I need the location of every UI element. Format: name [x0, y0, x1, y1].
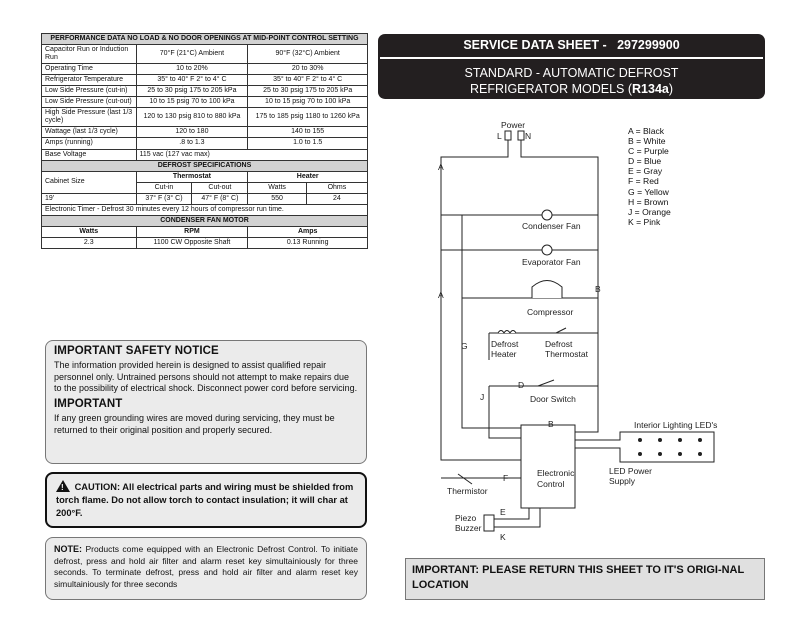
- cell-value: 47° F (8° C): [192, 193, 248, 204]
- row-label: Wattage (last 1/3 cycle): [42, 127, 137, 138]
- row-label: High Side Pressure (last 1/3 cycle): [42, 108, 137, 127]
- sheet-title: SERVICE DATA SHEET -: [463, 38, 607, 52]
- rpm-header: RPM: [136, 226, 248, 237]
- defrost-thermostat-symbol: [556, 328, 566, 333]
- row-label: Low Side Pressure (cut-in): [42, 86, 137, 97]
- cell-value: 120 to 130 psig 810 to 880 kPa: [136, 108, 248, 127]
- amps-header: Amps: [248, 226, 368, 237]
- legend-item: D = Blue: [628, 156, 662, 167]
- legend-item: A = Black: [628, 126, 665, 136]
- wire-g-label: G: [461, 341, 468, 351]
- piezo-buzzer-label: Piezo: [455, 513, 477, 523]
- table-row: [42, 75, 368, 86]
- cell-value: 10 to 15 psig 70 to 100 kPa: [136, 97, 248, 108]
- cell-value: 19': [42, 193, 137, 204]
- safety-notice: [45, 340, 367, 464]
- cell-value: 35° to 40° F 2° to 4° C: [136, 75, 248, 86]
- caution-text: CAUTION: All electrical parts and wiring must be shielded from torch flame. Do not allow torch to contact insulation; it will char at 200°F.: [56, 482, 354, 518]
- electronic-control-box: [521, 425, 575, 508]
- heater-header: Heater: [248, 171, 368, 182]
- branch-left-links: [441, 215, 462, 298]
- ambient-90-header: 90°F (32°C) Ambient: [248, 45, 368, 64]
- safety-text: The information provided herein is designed to assist qualified repair personnel only. Untrained persons should not attempt to make repairs due to the possibility of electrical shock. Disconnect power cord before servicing.: [54, 360, 358, 394]
- power-l-label: L: [497, 131, 502, 141]
- table-row: [42, 171, 368, 182]
- timer-note: Electronic Timer - Defrost 30 minutes every 12 hours of compressor run time.: [42, 204, 368, 215]
- table-row: [42, 64, 368, 75]
- thermostat-header: Thermostat: [136, 171, 248, 182]
- performance-title: PERFORMANCE DATA NO LOAD & NO DOOR OPENINGS AT MID-POINT CONTROL SETTING: [42, 34, 368, 45]
- watts-header: Watts: [248, 182, 307, 193]
- ambient-70-header: 70°F (21°C) Ambient: [136, 45, 248, 64]
- table-row: [42, 149, 368, 160]
- legend-item: J = Orange: [628, 206, 671, 217]
- cell-value: 175 to 185 psig 1180 to 1260 kPa: [248, 108, 368, 127]
- wire-a-label: A: [438, 290, 444, 300]
- row-label: Low Side Pressure (cut-out): [42, 97, 137, 108]
- wire-b-label: B: [548, 419, 554, 429]
- table-row: [42, 226, 368, 237]
- wire-b-label: B: [595, 284, 601, 294]
- thermistor-wiring: [441, 474, 521, 484]
- evaporator-fan-label: Evaporator Fan: [522, 257, 581, 267]
- refrigerant: R134a: [632, 81, 669, 96]
- legend-item: H = Brown: [628, 196, 669, 207]
- led-power-supply-label: LED Power: [609, 466, 652, 476]
- table-row: [42, 237, 368, 248]
- cell-value: 25 to 30 psig 175 to 205 kPa: [136, 86, 248, 97]
- power-leads: [508, 140, 521, 151]
- row-label: Capacitor Run or Induction Run: [42, 45, 137, 64]
- branch-defrost: [462, 298, 598, 428]
- table-row: [42, 97, 368, 108]
- caution-notice: [45, 472, 367, 528]
- table-row: [42, 138, 368, 149]
- door-switch-label: Door Switch: [530, 394, 576, 404]
- cell-value: 0.13 Running: [248, 237, 368, 248]
- condenser-fan-symbol: [542, 210, 552, 220]
- defrost-thermostat-label-2: Thermostat: [545, 349, 588, 359]
- legend-item: G = Yellow: [628, 186, 669, 197]
- defrost-heater-label-2: Heater: [491, 349, 517, 359]
- wire-d-label: D: [518, 380, 525, 390]
- wire-a-rail: [441, 151, 521, 460]
- piezo-buzzer-label-2: Buzzer: [455, 523, 482, 533]
- cell-value: 550: [248, 193, 307, 204]
- wire-e-label: E: [500, 507, 506, 517]
- compressor-symbol: [532, 281, 562, 299]
- door-switch-symbol: [538, 380, 554, 386]
- note-box: [45, 537, 367, 600]
- defrost-title: DEFROST SPECIFICATIONS: [42, 160, 368, 171]
- wire-k-label: K: [500, 532, 506, 542]
- note-label: NOTE:: [54, 544, 82, 554]
- important-heading: IMPORTANT: [54, 398, 123, 411]
- return-notice: IMPORTANT: PLEASE RETURN THIS SHEET TO IT'S ORIGI-NAL LOCATION: [405, 558, 765, 600]
- cell-value: 10 to 20%: [136, 64, 248, 75]
- cell-value: 2.3: [42, 237, 137, 248]
- defrost-thermostat-label: Defrost: [545, 339, 573, 349]
- row-label: Amps (running): [42, 138, 137, 149]
- legend-item: F = Red: [628, 176, 659, 187]
- cell-value: 115 vac (127 vac max): [136, 149, 367, 160]
- piezo-buzzer-symbol: [484, 515, 494, 531]
- part-number: 297299900: [617, 38, 680, 52]
- legend-item: B = White: [628, 136, 666, 147]
- legend-item: K = Pink: [628, 216, 661, 227]
- wiring-diagram: [398, 110, 788, 550]
- thermistor-label: Thermistor: [447, 486, 488, 496]
- cell-value: 35° to 40° F 2° to 4° C: [248, 75, 368, 86]
- condenser-motor-title: CONDENSER FAN MOTOR: [42, 215, 368, 226]
- defrost-heater-label: Defrost: [491, 339, 519, 349]
- wire-j-label: J: [480, 392, 485, 402]
- wire-f-label: F: [503, 473, 509, 483]
- electronic-control-label-2: Control: [537, 479, 565, 489]
- cell-value: 20 to 30%: [248, 64, 368, 75]
- service-data-header: SERVICE DATA SHEET - 297299900 STANDARD - AUTOMATIC DEFROST REFRIGERATOR MODELS (R134a): [378, 34, 765, 99]
- cell-value: 25 to 30 psig 175 to 205 kPa: [248, 86, 368, 97]
- header-divider: [380, 57, 763, 59]
- wire-a-label: A: [438, 162, 444, 172]
- performance-table: [41, 33, 368, 249]
- power-n-label: N: [525, 131, 532, 141]
- warning-icon: !: [56, 480, 70, 492]
- led-power-supply-label-2: Supply: [609, 476, 635, 486]
- cut-in-header: Cut-in: [136, 182, 192, 193]
- grounding-text: If any green grounding wires are moved during servicing, they must be returned to their original position and properly secured.: [54, 413, 335, 435]
- legend-item: E = Gray: [628, 166, 663, 177]
- power-plug-prong-n: [518, 131, 524, 140]
- row-label: Refrigerator Temperature: [42, 75, 137, 86]
- wire-color-legend: [628, 126, 671, 227]
- evaporator-fan-symbol: [542, 245, 552, 255]
- cell-value: 24: [306, 193, 367, 204]
- cell-value: 10 to 15 psig 70 to 100 kPa: [248, 97, 368, 108]
- table-row: [42, 108, 368, 127]
- safety-heading: IMPORTANT SAFETY NOTICE: [54, 345, 219, 357]
- power-label: Power: [501, 120, 526, 130]
- note-text: Products come equipped with an Electronic Defrost Control. To initiate defrost, press and hold air filter and alarm reset key simultainiously for three seconds. To terminate defrost, press and hold air filter and alarm reset key simultainiously for three seconds: [54, 544, 358, 589]
- condenser-fan-label: Condenser Fan: [522, 221, 581, 231]
- ohms-header: Ohms: [306, 182, 367, 193]
- cabinet-size-header: Cabinet Size: [42, 171, 137, 193]
- table-row: [42, 204, 368, 215]
- cell-value: 120 to 180: [136, 127, 248, 138]
- table-row: [42, 127, 368, 138]
- row-label: Operating Time: [42, 64, 137, 75]
- cell-value: 140 to 155: [248, 127, 368, 138]
- cut-out-header: Cut-out: [192, 182, 248, 193]
- legend-item: C = Purple: [628, 146, 669, 157]
- compressor-label: Compressor: [527, 307, 574, 317]
- electronic-control-label: Electronic: [537, 468, 575, 478]
- cell-value: 1100 CW Opposite Shaft: [136, 237, 248, 248]
- row-label: Base Voltage: [42, 149, 137, 160]
- power-plug-prong-l: [505, 131, 511, 140]
- cell-value: 1.0 to 1.5: [248, 138, 368, 149]
- led-power-wiring: [575, 432, 714, 462]
- led-array: [638, 438, 702, 456]
- subtitle-line1: STANDARD - AUTOMATIC DEFROST: [464, 66, 679, 80]
- cell-value: .8 to 1.3: [136, 138, 248, 149]
- watts-header: Watts: [42, 226, 137, 237]
- interior-lighting-label: Interior Lighting LED's: [634, 420, 718, 430]
- table-row: [42, 45, 368, 64]
- cell-value: 37° F (3° C): [136, 193, 192, 204]
- table-row: [42, 193, 368, 204]
- subtitle-line2: REFRIGERATOR MODELS (: [469, 81, 633, 96]
- table-row: [42, 86, 368, 97]
- defrost-heater-symbol: [498, 331, 516, 334]
